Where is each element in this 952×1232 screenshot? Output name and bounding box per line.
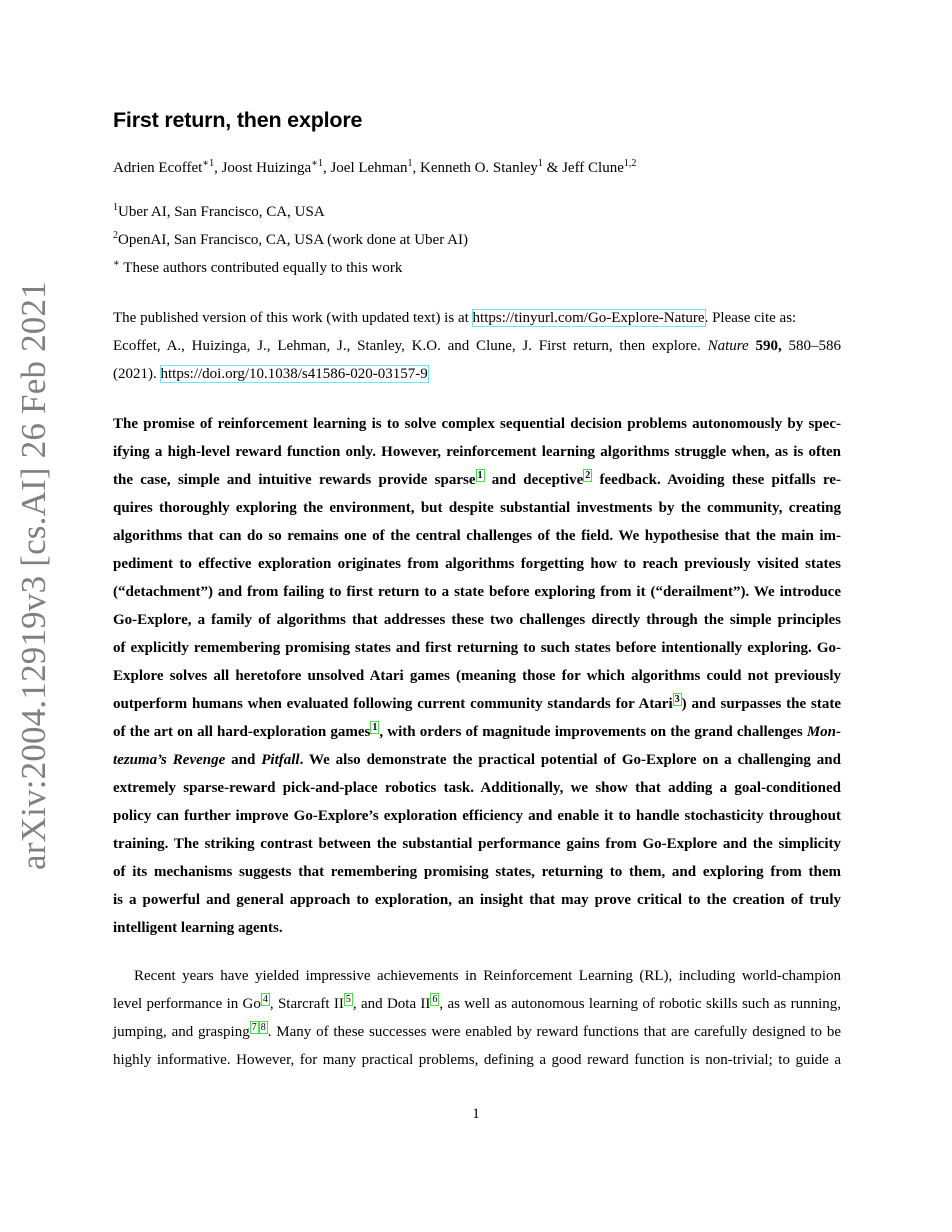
game-name: Mon- (806, 724, 842, 740)
nature-url-link[interactable]: https://tinyurl.com/Go-Explore-Nature (472, 310, 705, 326)
abstract-text: and deceptive (484, 472, 584, 488)
citation-note (113, 304, 841, 388)
affiliation-superscript: 1 (113, 202, 118, 213)
journal-volume: 590, (755, 338, 782, 354)
abstract-line: of explicitly remembering promising states and first returning to such states before intentionally exploring. Go- (113, 640, 841, 656)
abstract-line: of its mechanisms suggests that remembering promising states, returning to them, and exploring from them (113, 864, 841, 880)
author-name: & Jeff Clune (542, 160, 624, 176)
citation-link[interactable]: 1 (372, 722, 378, 733)
affiliation-text: These authors contributed equally to this work (119, 260, 403, 276)
citation-link[interactable]: 6 (432, 994, 438, 1005)
body-line: highly informative. However, for many practical problems, defining a good reward function is non-trivial; to guide a (113, 1052, 841, 1068)
body-line (113, 1018, 841, 1046)
citation-link[interactable]: 2 (585, 470, 591, 481)
author-list (113, 160, 636, 177)
body-segment: . Many of these successes were enabled by reward functions that are carefully designed to be (267, 1024, 841, 1040)
body-segment: , as well as autonomous learning of robotic skills such as running, (439, 996, 841, 1012)
abstract-text: of the art on all hard-exploration games (113, 724, 371, 740)
abstract-line (113, 746, 841, 774)
journal-name: Nature (707, 338, 749, 354)
author-superscript: 1,2 (623, 158, 637, 169)
doi-link[interactable]: https://doi.org/10.1038/s41586-020-03157-9 (160, 366, 428, 382)
equal-contribution-note (113, 260, 402, 277)
citation-line (113, 332, 841, 360)
abstract-line: Go-Explore, a family of algorithms that addresses these two challenges directly through the simple principles (113, 612, 841, 628)
body-line: Recent years have yielded impressive achievements in Reinforcement Learning (RL), including world-champion (134, 968, 841, 984)
author-name: , Kenneth O. Stanley (412, 160, 538, 176)
author-name: , Joel Lehman (322, 160, 408, 176)
abstract-line: quires thoroughly exploring the environment, but despite substantial investments by the community, creating (113, 500, 841, 516)
citation-line (113, 304, 841, 332)
abstract-line: is a powerful and general approach to exploration, an insight that may prove critical to the creation of truly (113, 892, 841, 908)
abstract-line: ifying a high-level reward function only. However, reinforcement learning algorithms struggle when, as is often (113, 444, 841, 460)
author-superscript: 1 (537, 158, 543, 169)
abstract-line: pediment to effective exploration originates from algorithms forgetting how to reach previously visited states (113, 556, 841, 572)
paper-title: First return, then explore (113, 108, 363, 132)
author-superscript: 1 (407, 158, 413, 169)
body-segment: , Starcraft II (269, 996, 344, 1012)
affiliation-text: Uber AI, San Francisco, CA, USA (118, 204, 325, 220)
citation-link[interactable]: 7 (251, 1022, 257, 1033)
arxiv-identifier-stamp: arXiv:2004.12919v3 [cs.AI] 26 Feb 2021 (14, 281, 53, 870)
citation-link[interactable]: 5 (345, 994, 351, 1005)
abstract-text: the case, simple and intuitive rewards provide sparse (113, 472, 476, 488)
citation-link[interactable]: 1 (477, 470, 483, 481)
author-superscript: ∗1 (202, 158, 215, 169)
abstract-text: feedback. Avoiding these pitfalls re- (592, 472, 841, 488)
body-segment: , and Dota II (352, 996, 431, 1012)
abstract-line: algorithms that can do so remains one of the central challenges of the field. We hypothesise that the main im- (113, 528, 841, 544)
author-name: , Joost Huizinga (214, 160, 312, 176)
abstract-line: intelligent learning agents. (113, 920, 283, 936)
abstract (113, 410, 841, 942)
abstract-line: policy can further improve Go-Explore’s exploration efficiency and enable it to handle stochasticity throughout (113, 808, 841, 824)
abstract-line: (“detachment”) and from failing to first return to a state before exploring from it (“derailment”). We introduce (113, 584, 841, 600)
affiliation-uber (113, 204, 325, 221)
citation-text: The published version of this work (with updated text) is at (113, 310, 473, 326)
affiliation-superscript: 2 (113, 230, 118, 241)
abstract-line: training. The striking contrast between the substantial performance gains from Go-Explore and the simplicity (113, 836, 841, 852)
citation-text: Ecoffet, A., Huizinga, J., Lehman, J., Stanley, K.O. and Clune, J. First return, then explore. (113, 338, 708, 354)
abstract-text: ) and surpasses the state (681, 696, 841, 712)
abstract-line: Explore solves all heretofore unsolved Atari games (meaning those for which algorithms could not previously (113, 668, 841, 684)
author-superscript: ∗1 (311, 158, 323, 169)
abstract-text: . We also demonstrate the practical potential of Go-Explore on a challenging and (299, 752, 841, 768)
abstract-text: and (225, 752, 262, 768)
abstract-text: outperform humans when evaluated following current community standards for Atari (113, 696, 673, 712)
abstract-line (113, 718, 841, 746)
body-text (113, 962, 841, 1074)
body-line (113, 990, 841, 1018)
game-name: Pitfall (261, 752, 300, 768)
author-name: Adrien Ecoffet (113, 160, 203, 176)
game-name: tezuma’s Revenge (113, 752, 226, 768)
body-segment: level performance in Go (113, 996, 261, 1012)
abstract-line (113, 690, 841, 718)
body-segment: jumping, and grasping (113, 1024, 250, 1040)
citation-text: (2021). (113, 366, 161, 382)
affiliation-openai (113, 232, 468, 249)
citation-link[interactable]: 3 (674, 694, 680, 705)
affiliation-text: OpenAI, San Francisco, CA, USA (work done at Uber AI) (118, 232, 468, 248)
abstract-text: , with orders of magnitude improvements on the grand challenges (379, 724, 807, 740)
abstract-line (113, 466, 841, 494)
abstract-line: extremely sparse-reward pick-and-place robotics task. Additionally, we show that adding a goal-conditioned (113, 780, 841, 796)
citation-link[interactable]: 4 (262, 994, 268, 1005)
affiliation-superscript: ∗ (113, 258, 120, 269)
citation-link[interactable]: 8 (260, 1022, 266, 1033)
citation-text: 580–586 (781, 338, 842, 354)
citation-text: . Please cite as: (704, 310, 797, 326)
citation-line (113, 360, 841, 388)
page-number: 1 (472, 1106, 480, 1122)
abstract-line: The promise of reinforcement learning is to solve complex sequential decision problems autonomously by spec- (113, 416, 841, 432)
